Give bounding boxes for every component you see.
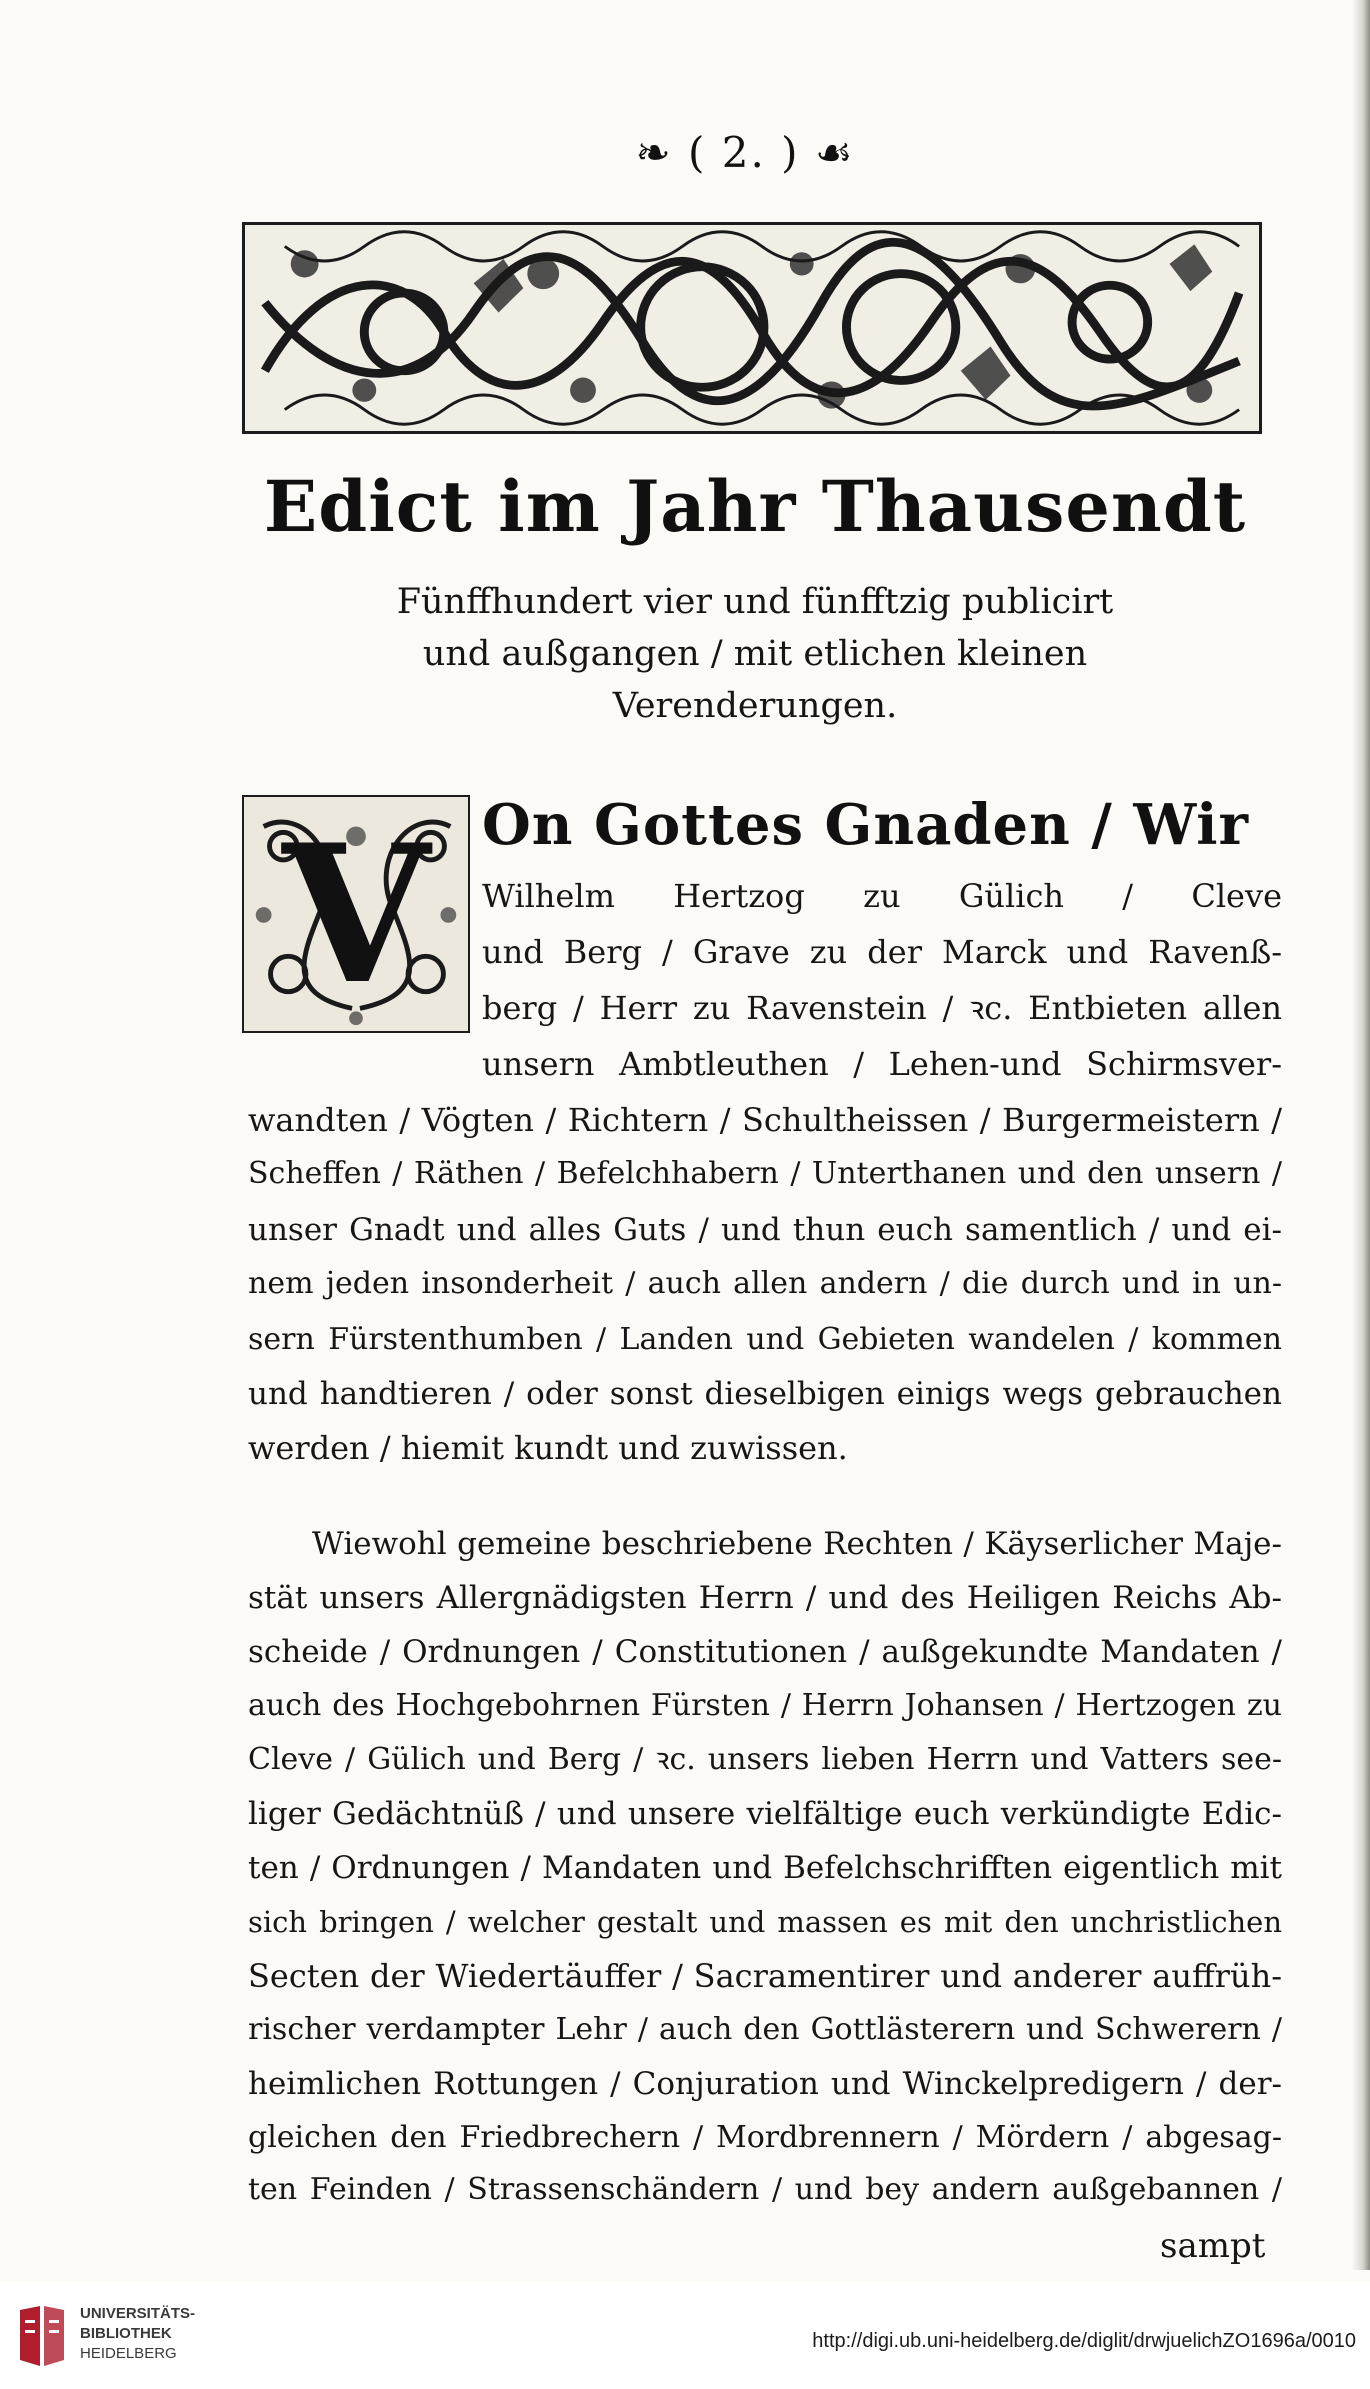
ornamental-headpiece-icon: [242, 222, 1262, 434]
page-number: [620, 128, 870, 177]
paragraph2-line: auch des Hochgebohrnen Fürsten / Herrn Johansen / Hertzogen zu: [248, 1688, 1282, 1723]
paragraph1-line: und Berg / Grave zu der Marck und Ravenß-: [482, 933, 1282, 971]
paragraph2-line: liger Gedächtnüß / und unsere vielfältige euch verkündigte Edic-: [248, 1796, 1282, 1832]
paragraph1-line: werden / hiemit kundt und zuwissen.: [248, 1429, 848, 1467]
library-name-line: UNIVERSITÄTS-: [80, 2305, 196, 2322]
paragraph2-line: heimlichen Rottungen / Conjuration und Winckelpredigern / der-: [248, 2066, 1282, 2102]
paragraph1-line: sern Fürstenthumben / Landen und Gebieten wandelen / kommen: [248, 1322, 1282, 1357]
scan-edge-shadow: [1352, 0, 1370, 2270]
paragraph2-line: rischer verdampter Lehr / auch den Gottlästerern und Schwerern /: [248, 2012, 1282, 2047]
source-url-link[interactable]: http://digi.ub.uni-heidelberg.de/diglit/drwjuelichZO1696a/0010: [812, 2330, 1356, 2352]
page-number-text: ( 2. ): [687, 128, 800, 177]
initial-letter: V: [282, 802, 430, 1026]
paragraph2-line: gleichen den Friedbrechern / Mordbrennern / Mördern / abgesag-: [248, 2120, 1282, 2155]
university-library-logo-icon: [12, 2302, 70, 2370]
ornament-right-icon: ☙: [799, 128, 855, 177]
subtitle-line: Fünffhundert vier und fünfftzig publicirt: [396, 582, 1114, 622]
ornament-left-icon: ❧: [635, 128, 688, 177]
paragraph2-line: ten Feinden / Strassenschändern / und bey andern außgebannen /: [248, 2172, 1282, 2207]
paragraph1-line: berg / Herr zu Ravenstein / ꝛc. Entbieten allen: [482, 989, 1282, 1027]
paragraph1-line: wandten / Vögten / Richtern / Schultheissen / Burgermeistern /: [248, 1101, 1282, 1139]
subtitle-line: Verenderungen.: [612, 686, 898, 726]
paragraph1-line: unser Gnadt und alles Guts / und thun euch samentlich / und ei-: [248, 1212, 1282, 1248]
paragraph1-line: und handtieren / oder sonst dieselbigen einigs wegs gebrauchen: [248, 1376, 1282, 1412]
paragraph2-line: stät unsers Allergnädigsten Herrn / und des Heiligen Reichs Ab-: [248, 1580, 1282, 1616]
paragraph2-line: sich bringen / welcher gestalt und massen es mit den unchristlichen: [248, 1905, 1282, 1939]
edict-subtitle: [240, 576, 1270, 732]
edict-title: Edict im Jahr Thausendt: [263, 465, 1247, 548]
opening-words: On Gottes Gnaden / Wir: [482, 792, 1250, 858]
paragraph2-line: scheide / Ordnungen / Constitutionen / außgekundte Mandaten /: [248, 1634, 1282, 1670]
paragraph2-line: Wiewohl gemeine beschriebene Rechten / Käyserlicher Maje-: [312, 1526, 1282, 1562]
paragraph1-line: Wilhelm Hertzog zu Gülich / Cleve: [482, 877, 1282, 915]
decorated-initial-icon: [242, 795, 470, 1033]
paragraph2-line: Secten der Wiedertäuffer / Sacramentirer und anderer auffrüh-: [248, 1957, 1282, 1995]
library-name-line: BIBLIOTHEK: [80, 2325, 172, 2342]
subtitle-line: und außgangen / mit etlichen kleinen: [422, 634, 1088, 674]
library-name: [80, 2304, 195, 2364]
library-name-line: HEIDELBERG: [80, 2345, 177, 2362]
catchword: sampt: [1160, 2226, 1266, 2266]
viewer-footer: [0, 2282, 1370, 2389]
paragraph1-line: unsern Ambtleuthen / Lehen-und Schirmsver-: [482, 1045, 1282, 1083]
paragraph1-line: Scheffen / Räthen / Befelchhabern / Unterthanen und den unsern /: [248, 1156, 1282, 1191]
paragraph2-line: ten / Ordnungen / Mandaten und Befelchschrifften eigentlich mit: [248, 1850, 1282, 1886]
paragraph1-line: nem jeden insonderheit / auch allen andern / die durch und in un-: [248, 1266, 1282, 1301]
paragraph2-line: Cleve / Gülich und Berg / ꝛc. unsers lieben Herrn und Vatters see-: [248, 1742, 1282, 1777]
